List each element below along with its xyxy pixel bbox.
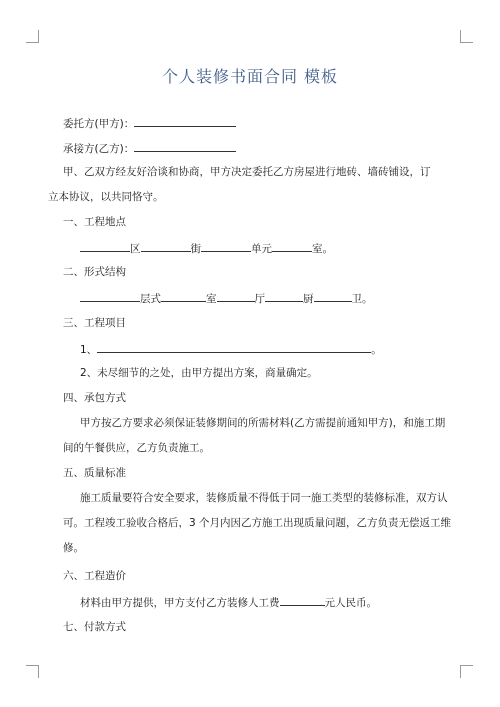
floor-label: 层式 (140, 293, 161, 305)
item-1-suffix: 。 (371, 344, 382, 356)
section-1-heading: 一、工程地点 (63, 216, 126, 228)
labor-fee-text: 材料由甲方提供，甲方支付乙方装修人工费 (80, 597, 280, 609)
section-1-location-line (80, 240, 333, 256)
party-a-label: 委托方(甲方)： (63, 118, 135, 130)
bath-blank[interactable] (314, 290, 352, 302)
district-label: 区 (130, 243, 141, 255)
section-5-line-3: 修。 (63, 542, 84, 554)
section-5-line-1: 施工质量要符合安全要求，装修质量不得低于同一施工类型的装修标准，双方认 (80, 492, 448, 504)
section-3-heading: 三、工程项目 (63, 317, 126, 329)
section-3-item-2: 2、未尽细节的之处，由甲方提出方案，商量确定。 (80, 367, 318, 379)
district-blank[interactable] (80, 240, 130, 252)
labor-fee-blank[interactable] (280, 594, 325, 606)
section-5-line-2: 可。工程竣工验收合格后，3 个月内因乙方施工出现质量问题，乙方负责无偿返工维 (63, 517, 452, 529)
hall-blank[interactable] (217, 290, 255, 302)
kitchen-blank[interactable] (265, 290, 303, 302)
section-2-heading: 二、形式结构 (63, 266, 126, 278)
labor-fee-currency: 元人民币。 (324, 597, 377, 609)
section-2-structure-line (80, 290, 373, 306)
section-6-heading: 六、工程造价 (63, 570, 126, 582)
section-3-item-1 (80, 341, 382, 357)
document-title: 个人装修书面合同 模板 (161, 67, 339, 86)
unit-blank[interactable] (201, 240, 251, 252)
intro-line-1: 甲、乙双方经友好洽谈和协商，甲方决定委托乙方房屋进行地砖、墙砖铺设，订 (63, 166, 431, 178)
item-1-blank[interactable] (97, 341, 371, 353)
crop-mark-bottom-right (460, 665, 473, 678)
hall-label: 厅 (254, 293, 265, 305)
room-count-label: 室 (206, 293, 217, 305)
street-label: 街 (190, 243, 201, 255)
section-4-line-1: 甲方按乙方要求必须保证装修期间的所需材料(乙方需提前通知甲方)，和施工期 (80, 417, 446, 429)
section-4-line-2: 间的午餐供应，乙方负责施工。 (63, 442, 210, 454)
intro-line-2: 立本协议，以共同恪守。 (48, 191, 164, 203)
party-a-line (63, 115, 236, 131)
crop-mark-top-right (460, 30, 473, 43)
section-6-line-1 (80, 594, 377, 610)
room-count-blank[interactable] (161, 290, 206, 302)
kitchen-label: 厨 (303, 293, 314, 305)
party-b-line (63, 140, 236, 156)
street-blank[interactable] (141, 240, 191, 252)
party-a-blank[interactable] (134, 115, 236, 127)
section-4-heading: 四、承包方式 (63, 392, 126, 404)
floor-blank[interactable] (80, 290, 140, 302)
crop-mark-top-left (26, 30, 39, 43)
room-blank[interactable] (272, 240, 312, 252)
item-1-prefix: 1、 (80, 344, 98, 356)
section-5-heading: 五、质量标准 (63, 467, 126, 479)
bath-label: 卫。 (351, 293, 373, 305)
crop-mark-bottom-left (26, 665, 39, 678)
party-b-label: 承接方(乙方)： (63, 143, 135, 155)
unit-label: 单元 (251, 243, 272, 255)
room-label: 室。 (312, 243, 333, 255)
section-7-heading: 七、付款方式 (63, 621, 126, 633)
party-b-blank[interactable] (134, 140, 236, 152)
